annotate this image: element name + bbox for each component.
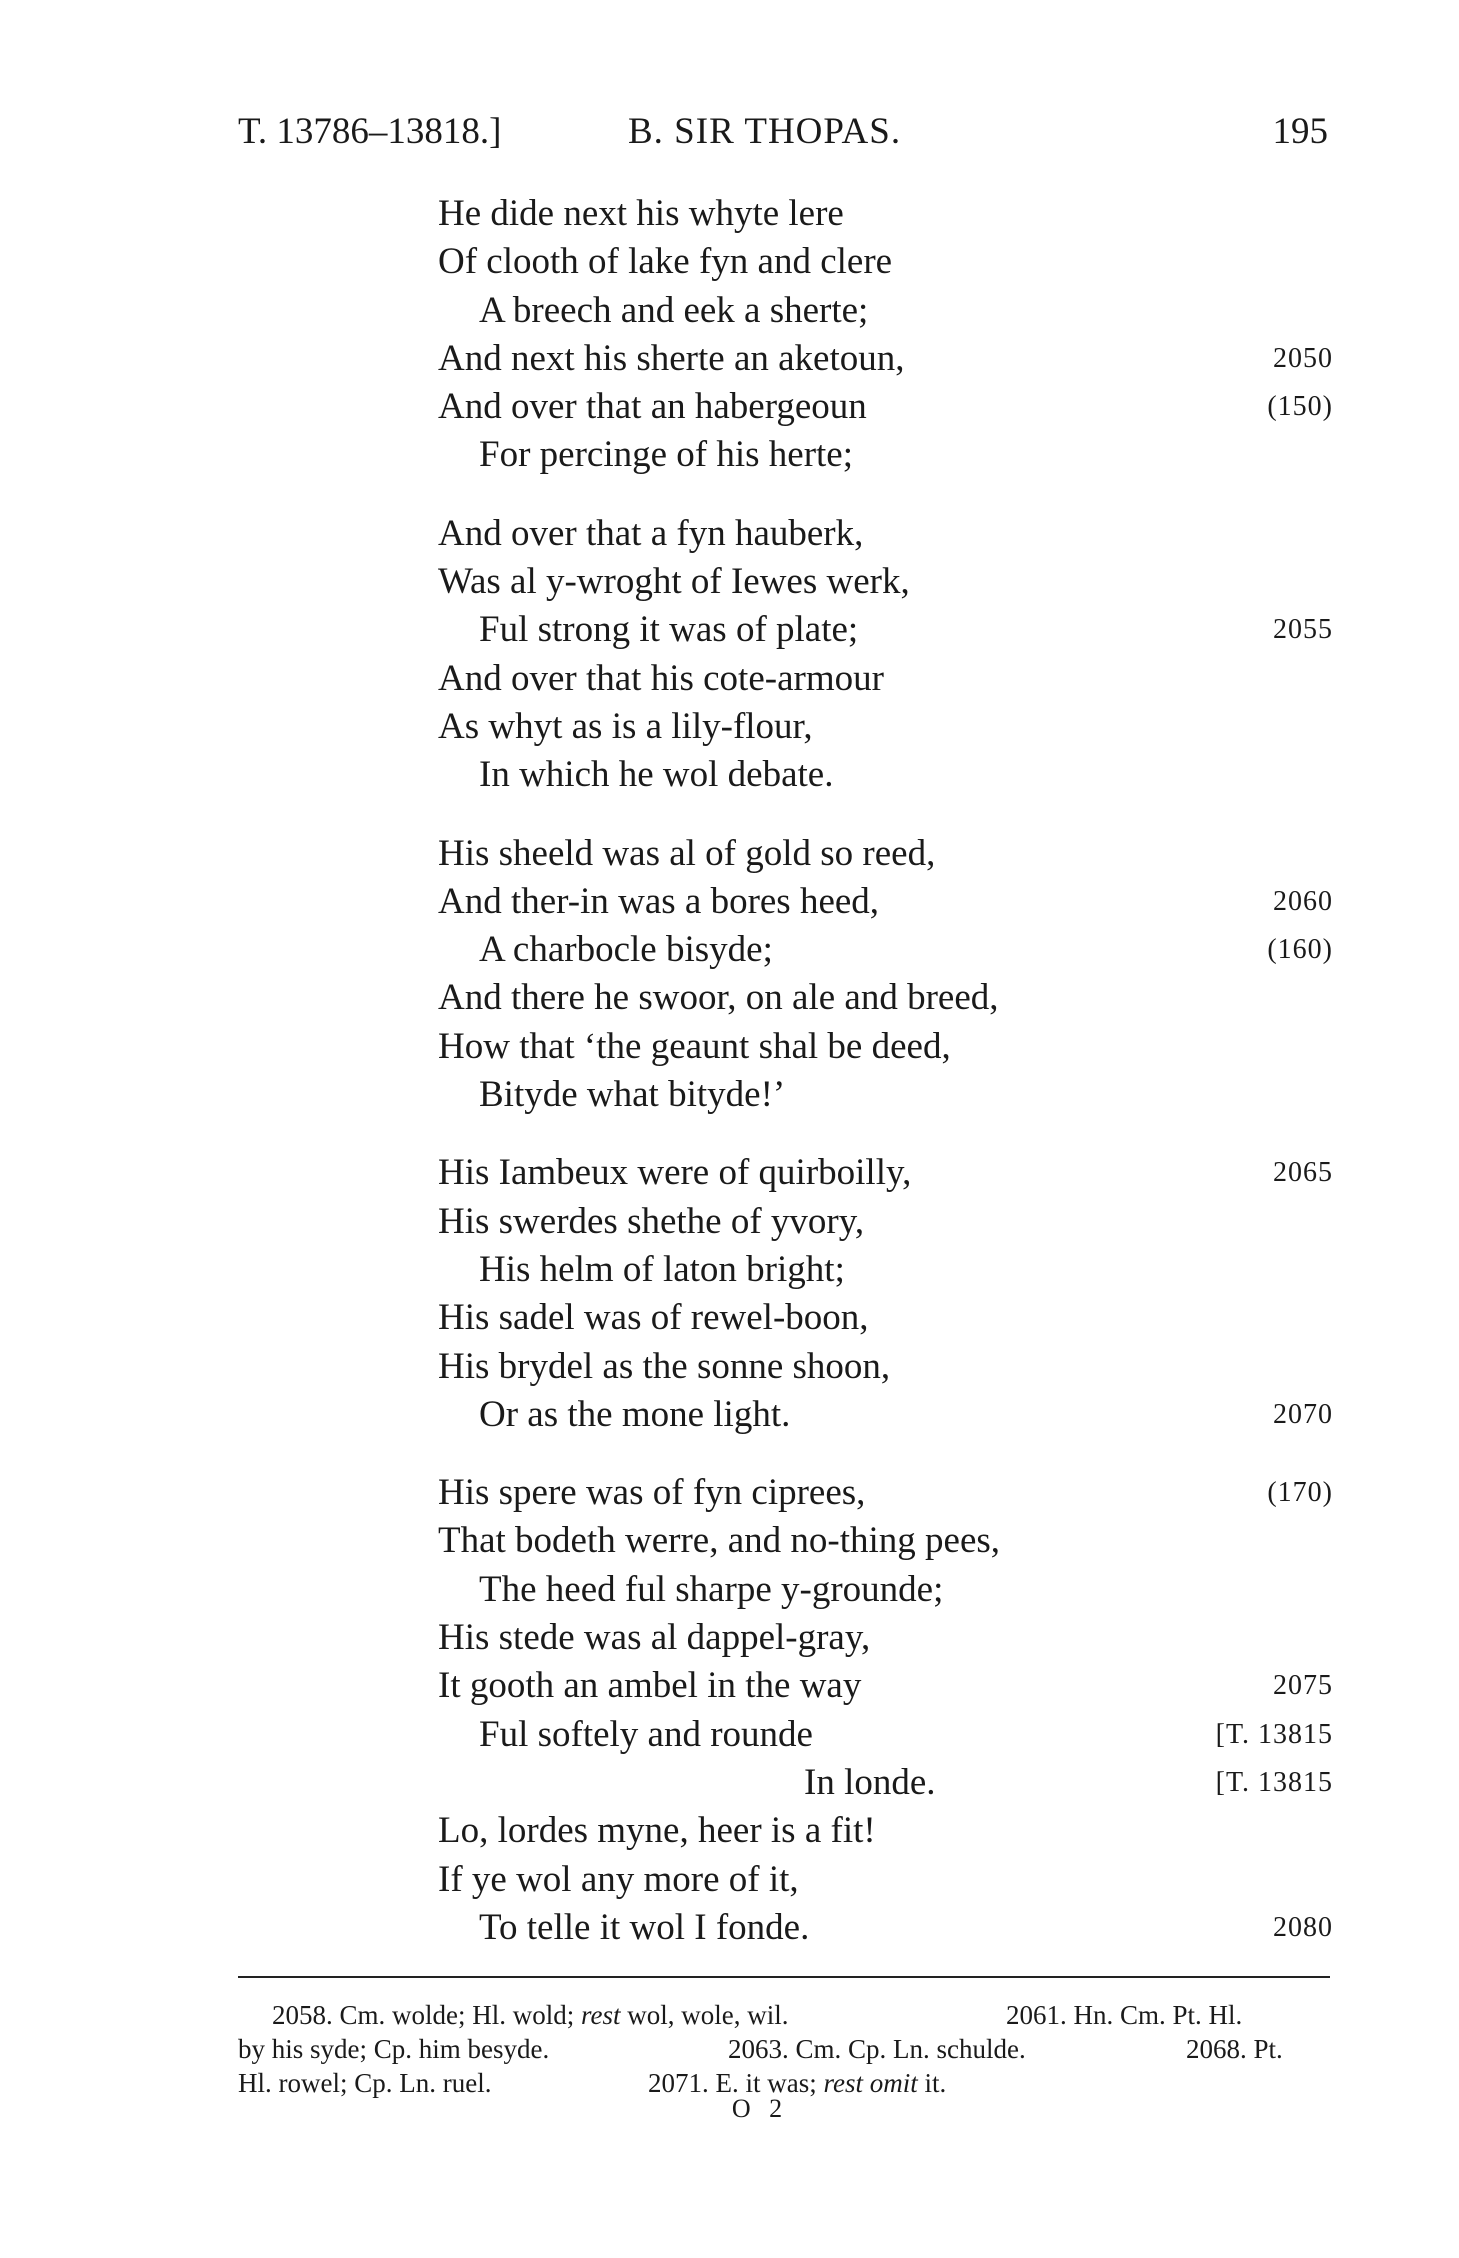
verse-line <box>438 558 1333 606</box>
verse-text: It gooth an ambel in the way <box>438 1665 862 1707</box>
verse-text: A charbocle bisyde; <box>479 929 773 971</box>
verse-text: For percinge of his herte; <box>479 434 853 476</box>
verse-text: The heed ful sharpe y-grounde; <box>479 1568 944 1610</box>
line-number: [T. 13815 <box>1215 1766 1333 1798</box>
verse-text: Bityde what bityde!’ <box>479 1074 786 1116</box>
stanza <box>438 1469 1333 1952</box>
verse-text: His sheeld was al of gold so reed, <box>438 832 936 874</box>
header-line-range: T. 13786–13818.] <box>238 111 502 152</box>
verse-text: His spere was of fyn ciprees, <box>438 1472 866 1514</box>
footnote-segment: 2061. Hn. Cm. Pt. Hl. <box>1006 2000 1243 2030</box>
verse-text: Or as the mone light. <box>479 1393 791 1435</box>
verse-line <box>438 1517 1333 1565</box>
verse-line <box>438 606 1333 654</box>
verse-text: If ye wol any more of it, <box>438 1858 799 1900</box>
verse-line <box>438 1856 1333 1904</box>
verse-text: And next his sherte an aketoun, <box>438 337 905 379</box>
verse-line <box>438 1711 1333 1759</box>
verse-line <box>438 974 1333 1022</box>
line-number: (150) <box>1267 391 1333 423</box>
verse-line <box>438 1566 1333 1614</box>
line-number: (160) <box>1267 934 1333 966</box>
verse-line <box>438 1023 1333 1071</box>
verse-text: His swerdes shethe of yvory, <box>438 1200 865 1242</box>
verse-line <box>438 1759 1333 1807</box>
verse-text: As whyt as is a lily-flour, <box>438 705 813 747</box>
stanza <box>438 830 1333 1120</box>
footnotes <box>238 1998 1330 2100</box>
verse-text: And there he swoor, on ale and breed, <box>438 977 999 1019</box>
footnote-segment: 2068. Pt. <box>1186 2034 1283 2064</box>
verse-text: He dide next his whyte lere <box>438 193 844 234</box>
verse-text: And over that an habergeoun <box>438 386 867 428</box>
verse-line <box>438 287 1333 335</box>
verse-line <box>438 190 1333 238</box>
verse-line <box>438 1904 1333 1952</box>
verse-line <box>438 703 1333 751</box>
line-number: 2050 <box>1273 342 1333 374</box>
stanza <box>438 190 1333 480</box>
verse-line <box>438 383 1333 431</box>
verse-text: His sadel was of rewel-boon, <box>438 1297 869 1339</box>
verse-text: A breech and eek a sherte; <box>479 289 869 331</box>
verse-line <box>438 1614 1333 1662</box>
footnote-segment: 2063. Cm. Cp. Ln. schulde. <box>728 2034 1026 2064</box>
verse-line <box>438 1294 1333 1342</box>
footnote-segment: by his syde; Cp. him besyde. <box>238 2034 550 2064</box>
footnote-segment: wol, wole, wil. <box>620 2000 789 2030</box>
verse-line <box>438 431 1333 479</box>
stanza <box>438 1149 1333 1439</box>
verse-text: His stede was al dappel-gray, <box>438 1617 871 1659</box>
footnote-segment: it. <box>917 2068 947 2098</box>
verse-line <box>438 1343 1333 1391</box>
verse-text: To telle it wol I fonde. <box>479 1906 810 1948</box>
verse-line <box>438 335 1333 383</box>
verse-text: And over that his cote-armour <box>438 657 884 699</box>
line-number: 2080 <box>1273 1911 1333 1943</box>
footnote-rule <box>238 1976 1330 1978</box>
verse-line <box>438 1071 1333 1119</box>
footnote-segment: 2071. E. it was; <box>648 2068 824 2098</box>
page-number: 195 <box>1272 111 1328 152</box>
verse-line <box>438 830 1333 878</box>
verse-line <box>438 878 1333 926</box>
verse-text: How that ‘the geaunt shal be deed, <box>438 1025 951 1067</box>
line-number: 2070 <box>1273 1398 1333 1430</box>
footnote-segment: 2058. Cm. wolde; Hl. wold; <box>272 2000 581 2030</box>
verse-text: His helm of laton bright; <box>479 1248 845 1290</box>
verse-text: That bodeth werre, and no-thing pees, <box>438 1520 1001 1562</box>
verse-text: His Iambeux were of quirboilly, <box>438 1152 912 1194</box>
verse-text: Lo, lordes myne, heer is a fit! <box>438 1810 876 1852</box>
verse-text: And ther-in was a bores heed, <box>438 880 880 922</box>
verse-text: Was al y-wroght of Iewes werk, <box>438 561 910 603</box>
line-number: 2065 <box>1273 1157 1333 1189</box>
stanza <box>438 510 1333 800</box>
verse-text: Ful strong it was of plate; <box>479 609 859 651</box>
verse-line <box>438 1807 1333 1855</box>
footnote-italic: rest <box>581 2000 621 2030</box>
line-number: [T. 13815 <box>1215 1718 1333 1750</box>
verse-text: Ful softely and rounde <box>479 1713 813 1755</box>
verse-text: His brydel as the sonne shoon, <box>438 1345 891 1387</box>
signature-mark: O 2 <box>731 2094 789 2123</box>
verse-text: In which he wol debate. <box>479 754 834 796</box>
verse-text: In londe. <box>804 1761 936 1803</box>
poem-body <box>438 190 1333 1982</box>
verse-text: Of clooth of lake fyn and clere <box>438 241 893 283</box>
verse-line <box>438 1198 1333 1246</box>
line-number: 2075 <box>1273 1670 1333 1702</box>
verse-line <box>438 1246 1333 1294</box>
verse-text: And over that a fyn hauberk, <box>438 512 864 554</box>
verse-line <box>438 751 1333 799</box>
footnote-italic: rest omit <box>823 2068 918 2098</box>
verse-line <box>438 655 1333 703</box>
verse-line <box>438 1662 1333 1710</box>
line-number: 2060 <box>1273 885 1333 917</box>
verse-line <box>438 1149 1333 1197</box>
verse-line <box>438 1469 1333 1517</box>
running-header <box>238 110 1328 158</box>
line-number: (170) <box>1267 1477 1333 1509</box>
verse-line <box>438 238 1333 286</box>
footnote-text <box>272 1998 789 2032</box>
verse-line <box>438 926 1333 974</box>
footnote-segment: Hl. rowel; Cp. Ln. ruel. <box>238 2068 492 2098</box>
footnote-line <box>238 2032 1330 2066</box>
header-title: B. SIR THOPAS. <box>628 111 902 152</box>
line-number: 2055 <box>1273 614 1333 646</box>
footnote-line <box>238 1998 1330 2032</box>
verse-line <box>438 510 1333 558</box>
verse-line <box>438 1391 1333 1439</box>
